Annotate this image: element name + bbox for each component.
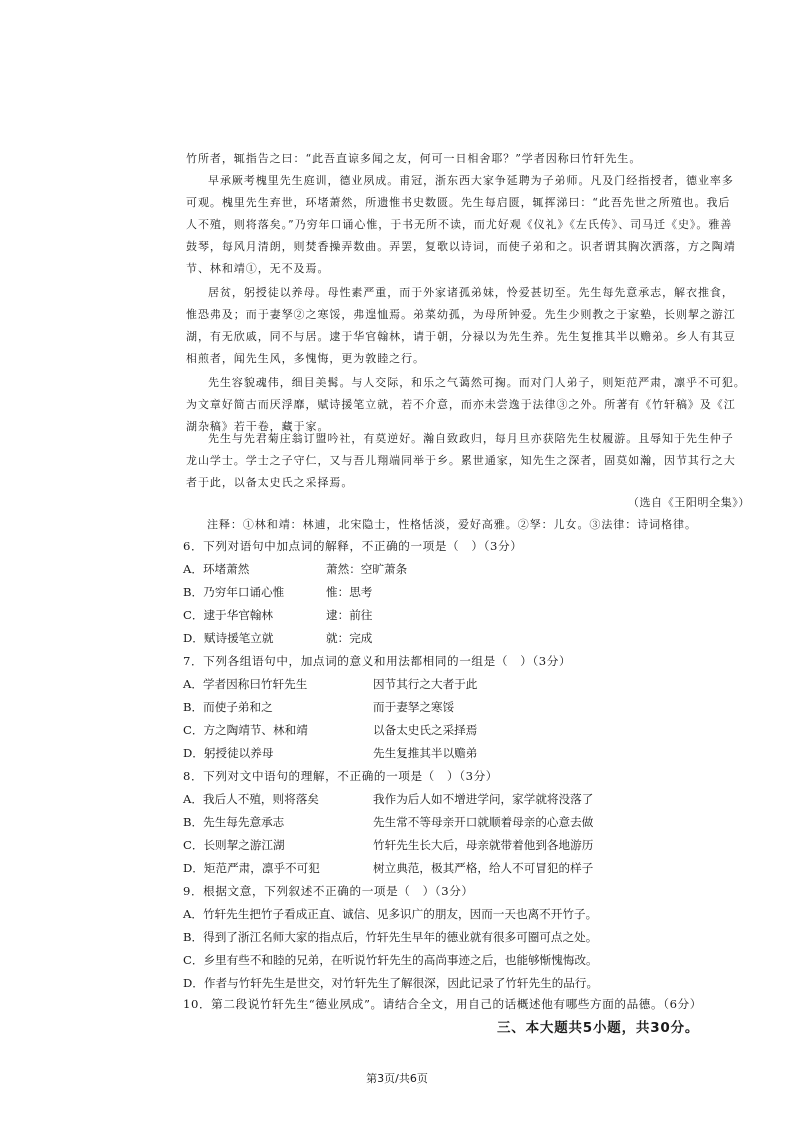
source-citation: （选自《王阳明全集》） <box>627 496 750 509</box>
q8-option-d-right: 树立典范，极其严格，给人不可冒犯的样子 <box>373 861 594 875</box>
q7-option-c-right: 以备太史氏之采择焉 <box>373 723 478 737</box>
q6-option-a: A．环堵萧然 <box>183 562 250 576</box>
question-9-stem: 9．根据文意，下列叙述不正确的一项是（ ）（3分） <box>183 884 474 898</box>
q7-option-b-left: B．而使子弟和之 <box>183 700 273 714</box>
q7-option-b-right: 而于妻孥之寒馁 <box>373 700 455 714</box>
passage-line: 人不殖，则将落矣。”乃穷年口诵心惟，于书无所不读，而尤好观《仪礼》《左氏传》、司马迁《史》。雅善 <box>186 218 733 231</box>
question-10-stem: 10．第二段说竹轩先生“德业夙成”。请结合全文，用自己的话概述他有哪些方面的品德。（6分） <box>183 997 702 1011</box>
q7-option-c-left: C．方之陶靖节、林和靖 <box>183 723 308 737</box>
q6-option-d-gloss: 就：完成 <box>326 631 373 645</box>
q8-option-d-left: D．矩范严肃，凛乎不可犯 <box>183 861 320 875</box>
q8-option-b-right: 先生常不等母亲开口就顺着母亲的心意去做 <box>373 815 594 829</box>
passage-line: 竹所者，辄指告之曰：“此吾直谅多闻之友，何可一日相舍耶？”学者因称曰竹轩先生。 <box>186 152 642 165</box>
question-6-stem: 6．下列对语句中加点词的解释，不正确的一项是（ ）（3分） <box>183 539 523 553</box>
passage-line: 为文章好简古而厌浮靡，赋诗援笔立就，若不介意，而亦未尝逸于法律③之外。所著有《竹轩稿》及《江 <box>186 398 736 411</box>
q9-option-d: D．作者与竹轩先生是世交，对竹轩先生了解很深，因此记录了竹轩先生的品行。 <box>183 976 599 990</box>
q8-option-b-left: B．先生每先意承志 <box>183 815 285 829</box>
passage-line: 节、林和靖①，无不及焉。 <box>186 262 330 275</box>
passage-line: 先生容貌魂伟，细目美髯。与人交际，和乐之气蔼然可掬。而对门人弟子，则矩范严肃，凛乎不可犯。 <box>208 376 746 389</box>
annotation-notes: 注释：①林和靖：林逋，北宋隐士，性格恬淡，爱好高雅。②孥：儿女。③法律：诗词格律。 <box>207 518 697 531</box>
q6-option-c-gloss: 逮：前往 <box>326 608 373 622</box>
passage-line: 鼓琴，每风月清朗，则焚香操弄数曲。弄罢，复歌以诗词，而使子弟和之。识者谓其胸次洒落，方之陶靖 <box>186 240 736 253</box>
q7-option-d-right: 先生复推其半以赡弟 <box>373 746 478 760</box>
q8-option-a-right: 我作为后人如不增进学问，家学就将没落了 <box>373 792 594 806</box>
passage-line: 可观。槐里先生弃世，环堵萧然，所遗惟书史数匮。先生每启匮，辄挥涕曰：“此吾先世之所殖也。我后 <box>186 196 731 209</box>
q6-option-b-gloss: 惟：思考 <box>326 585 373 599</box>
q7-option-d-left: D．躬授徒以养母 <box>183 746 274 760</box>
passage-line: 者于此，以备太史氏之采择焉。 <box>186 476 354 489</box>
q6-option-b: B．乃穷年口诵心惟 <box>183 585 285 599</box>
passage-line: 湖杂稿》若干卷，藏于家。 <box>186 420 330 433</box>
q6-option-d: D．赋诗援笔立就 <box>183 631 274 645</box>
passage-line: 先生与先君菊庄翁订盟吟社，有莫逆好。瀚自致政归，每月旦亦获陪先生杖履游。且辱知于先生仲子 <box>208 432 734 445</box>
q8-option-a-left: A．我后人不殖，则将落矣 <box>183 792 319 806</box>
q9-option-c: C．乡里有些不和睦的兄弟，在听说竹轩先生的高尚事迹之后，也能够惭愧悔改。 <box>183 953 598 967</box>
q8-option-c-left: C．长则挈之游江湖 <box>183 838 285 852</box>
passage-line: 居贫，躬授徒以养母。母性素严重，而于外家诸孤弟妹，怜爱甚切至。先生每先意承志，解衣推食， <box>208 286 734 299</box>
passage-line: 龙山学士。学士之子守仁，又与吾儿翔端同举于乡。累世通家，知先生之深者，固莫如瀚，因节其行之大 <box>186 454 736 467</box>
q8-option-c-right: 竹轩先生长大后，母亲就带着他到各地游历 <box>373 838 594 852</box>
passage-line: 早承厥考槐里先生庭训，德业夙成。甫冠，浙东西大家争延聘为子弟师。凡及门经指授者，德业率多 <box>208 174 734 187</box>
passage-line: 惟恐弗及；而于妻孥②之寒馁，弗遑恤焉。弟菜幼孤，为母所钟爱。先生少则教之于家塾，长则挈之游江 <box>186 308 736 321</box>
q9-option-b: B．得到了浙江名师大家的指点后，竹轩先生早年的德业就有很多可圈可点之处。 <box>183 930 598 944</box>
section-heading: 三、本大题共5小题，共30分。 <box>497 1020 700 1036</box>
question-8-stem: 8．下列对文中语句的理解，不正确的一项是（ ）（3分） <box>183 769 498 783</box>
page-footer: 第3页/共6页 <box>366 1072 428 1085</box>
passage-line: 相煎者，闻先生风，多愧悔，更为敦睦之行。 <box>186 352 425 365</box>
question-7-stem: 7．下列各组语句中，加点词的意义和用法都相同的一组是（ ）（3分） <box>183 654 572 668</box>
passage-line: 湖，有无欣戚，同不与居。逮于华官翰林，请于朝，分禄以为先生养。先生复推其半以赡弟。乡人有其豆 <box>186 330 736 343</box>
q9-option-a: A．竹轩先生把竹子看成正直、诚信、见多识广的朋友，因而一天也离不开竹子。 <box>183 907 598 921</box>
q7-option-a-left: A．学者因称曰竹轩先生 <box>183 677 308 691</box>
q7-option-a-right: 因节其行之大者于此 <box>373 677 478 691</box>
q6-option-a-gloss: 萧然：空旷萧条 <box>326 562 408 576</box>
q6-option-c: C．逮于华官翰林 <box>183 608 274 622</box>
